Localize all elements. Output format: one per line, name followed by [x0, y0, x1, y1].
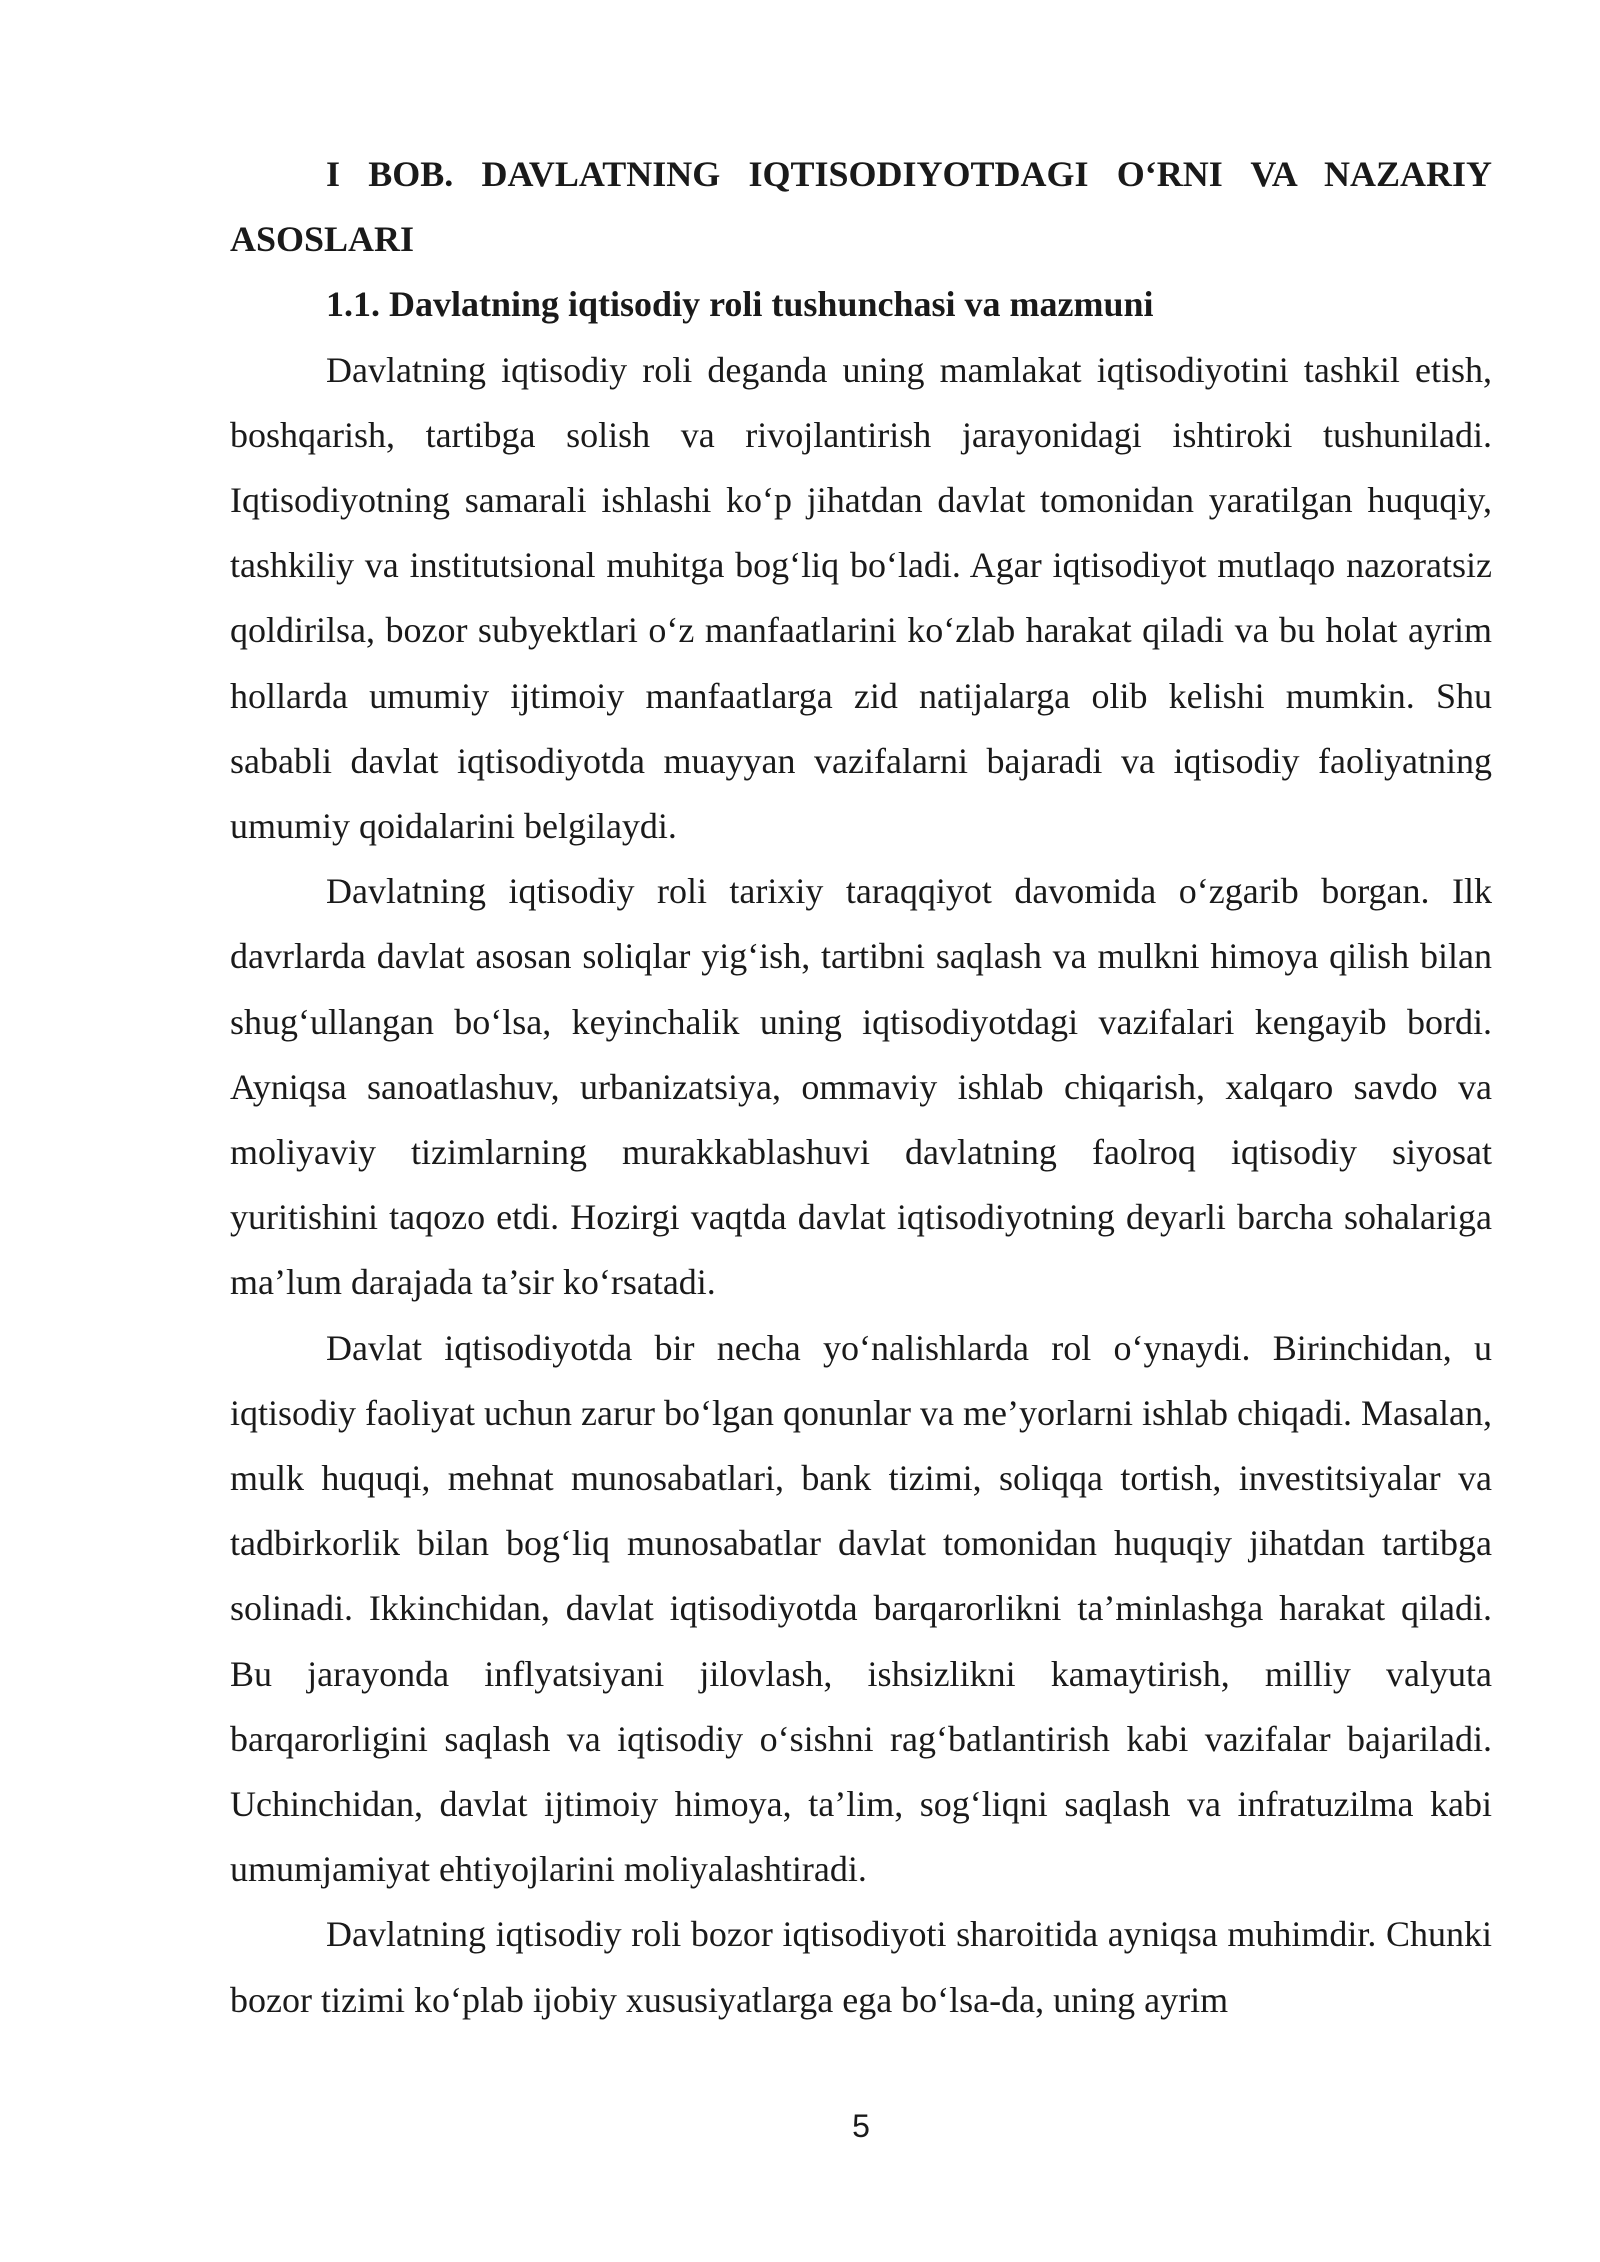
paragraph: Davlatning iqtisodiy roli bozor iqtisodiyoti sharoitida ayniqsa muhimdir. Chunki bozor tizimi ko‘plab ijobiy xususiyatlarga ega bo‘lsa-da, uning ayrim [230, 1914, 1492, 2020]
paragraph: Davlatning iqtisodiy roli tarixiy taraqqiyot davomida o‘zgarib borgan. Ilk davrlarda davlat asosan soliqlar yig‘ish, tartibni saqlash va mulkni himoya qilish bilan shug‘ullangan bo‘lsa, keyinchalik uning iqtisodiyotdagi vazifalari kengayib bordi. Ayniqsa sanoatlashuv, urbanizatsiya, ommaviy ishlab chiqarish, xalqaro savdo va moliyaviy tizimlarning murakkablashuvi davlatning faolroq iqtisodiy siyosat yuritishini taqozo etdi. Hozirgi vaqtda davlat iqtisodiyotning deyarli barcha sohalariga ma’lum darajada ta’sir ko‘rsatadi. [230, 871, 1492, 1303]
chapter-title: I BOB. DAVLATNING IQTISODIYOTDAGI O‘RNI VA NAZARIY ASOSLARI [230, 154, 1492, 260]
document-body [230, 142, 1492, 2033]
page-number: 5 [852, 2108, 870, 2144]
paragraph: Davlatning iqtisodiy roli deganda uning mamlakat iqtisodiyotini tashkil etish, boshqarish, tartibga solish va rivojlantirish jarayonidagi ishtiroki tushuniladi. Iqtisodiyotning samarali ishlashi ko‘p jihatdan davlat tomonidan yaratilgan huquqiy, tashkiliy va institutsional muhitga bog‘liq bo‘ladi. Agar iqtisodiyot mutlaqo nazoratsiz qoldirilsa, bozor subyektlari o‘z manfaatlarini ko‘zlab harakat qiladi va bu holat ayrim hollarda umumiy ijtimoiy manfaatlarga zid natijalarga olib kelishi mumkin. Shu sababli davlat iqtisodiyotda muayyan vazifalarni bajaradi va iqtisodiy faoliyatning umumiy qoidalarini belgilaydi. [230, 349, 1492, 847]
section-title: 1.1. Davlatning iqtisodiy roli tushunchasi va mazmuni [326, 284, 1154, 325]
paragraph: Davlat iqtisodiyotda bir necha yo‘nalishlarda rol o‘ynaydi. Birinchidan, u iqtisodiy faoliyat uchun zarur bo‘lgan qonunlar va me’yorlarni ishlab chiqadi. Masalan, mulk huquqi, mehnat munosabatlari, bank tizimi, soliqqa tortish, investitsiyalar va tadbirkorlik bilan bog‘liq munosabatlar davlat tomonidan huquqiy jihatdan tartibga solinadi. Ikkinchidan, davlat iqtisodiyotda barqarorlikni ta’minlashga harakat qiladi. Bu jarayonda inflyatsiyani jilovlash, ishsizlikni kamaytirish, milliy valyuta barqarorligini saqlash va iqtisodiy o‘sishni rag‘batlantirish kabi vazifalar bajariladi. Uchinchidan, davlat ijtimoiy himoya, ta’lim, sog‘liqni saqlash va infratuzilma kabi umumjamiyat ehtiyojlarini moliyalashtiradi. [230, 1327, 1492, 1890]
